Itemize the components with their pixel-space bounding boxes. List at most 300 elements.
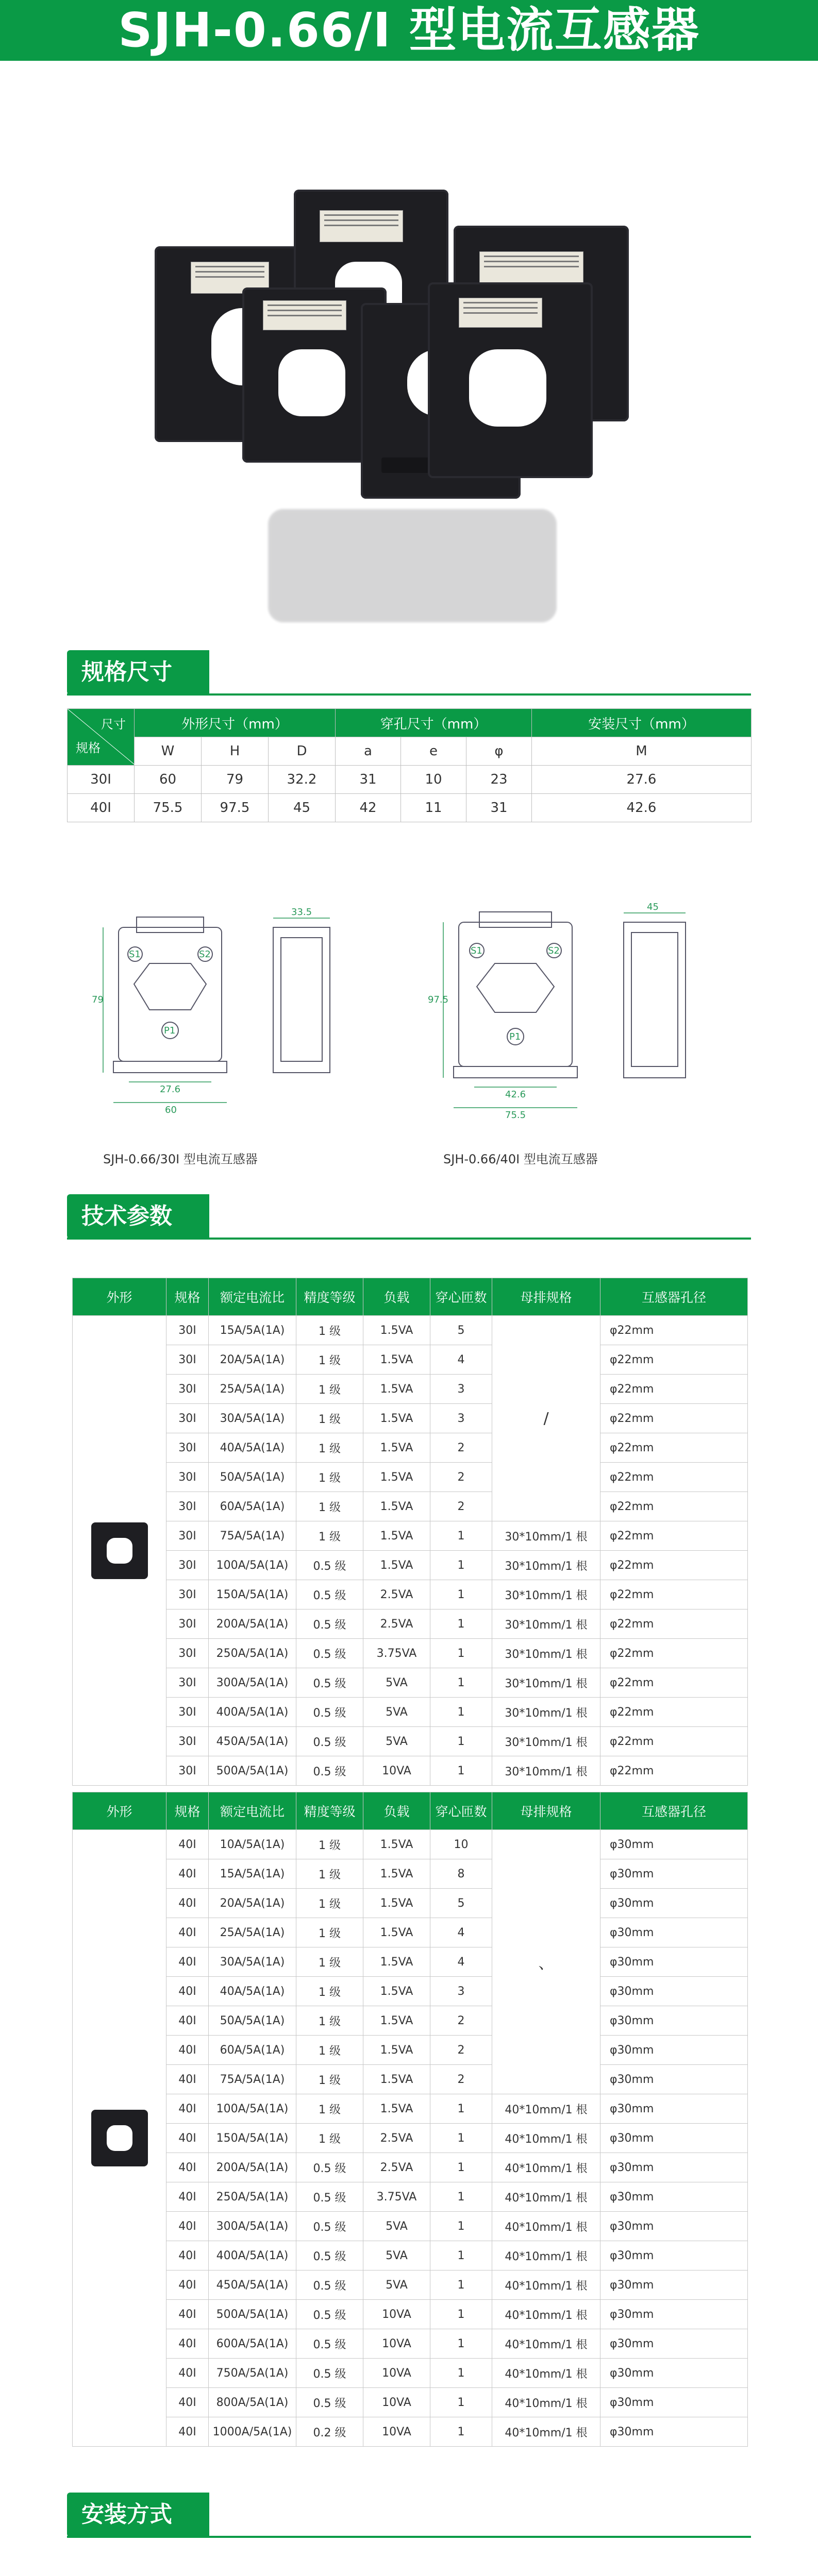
table-row [73, 2094, 748, 2124]
table-cell: 0.5 级 [296, 2359, 363, 2388]
subheader-phi: φ [466, 737, 532, 766]
table-cell: 2 [430, 2065, 492, 2094]
drawing-30i-depth: 33.5 [291, 907, 312, 918]
spec-cell: 27.6 [532, 766, 752, 794]
table-cell: 8 [430, 1859, 492, 1889]
table-row [73, 1345, 748, 1375]
spec-cell: 10 [401, 766, 466, 794]
table-cell: 1 [430, 1609, 492, 1639]
table-cell: 50A/5A(1A) [209, 2006, 296, 2036]
table-cell: 40I [166, 2182, 209, 2212]
table-cell: 600A/5A(1A) [209, 2329, 296, 2359]
table-cell: 1 级 [296, 2036, 363, 2065]
table-cell: 30I [166, 1609, 209, 1639]
drawing-40i-s2: S2 [548, 945, 560, 956]
table-cell: 200A/5A(1A) [209, 1609, 296, 1639]
table-cell: 1 [430, 2359, 492, 2388]
table-cell: 15A/5A(1A) [209, 1316, 296, 1345]
table-row [73, 1977, 748, 2006]
table-cell: φ22mm [600, 1727, 748, 1756]
spec-cell: 32.2 [269, 766, 336, 794]
table-row [73, 2329, 748, 2359]
table-cell: 4 [430, 1918, 492, 1947]
table-cell: 3 [430, 1404, 492, 1433]
table-row [73, 2182, 748, 2212]
table-cell: 1 级 [296, 1521, 363, 1551]
header-aperture: 互感器孔径 [600, 1792, 748, 1830]
header-shape: 外形 [73, 1792, 166, 1830]
table-cell: 1.5VA [363, 1551, 430, 1580]
table-cell: 30*10mm/1 根 [492, 1639, 600, 1668]
table-cell: 40*10mm/1 根 [492, 2300, 600, 2329]
table-cell: 30I [166, 1404, 209, 1433]
table-cell: φ30mm [600, 1859, 748, 1889]
table-cell: 30*10mm/1 根 [492, 1521, 600, 1551]
ct-unit-front-right [428, 282, 593, 478]
table-cell: φ30mm [600, 2212, 748, 2241]
table-cell: 1 [430, 1698, 492, 1727]
table-cell: 1.5VA [363, 2036, 430, 2065]
table-row [73, 1433, 748, 1463]
table-cell: 1.5VA [363, 1889, 430, 1918]
table-cell: 10VA [363, 2388, 430, 2417]
table-cell: 40I [166, 1889, 209, 1918]
table-cell: 10VA [363, 2417, 430, 2447]
table-cell: 1 级 [296, 1433, 363, 1463]
table-cell: 40*10mm/1 根 [492, 2182, 600, 2212]
table-cell: 40*10mm/1 根 [492, 2094, 600, 2124]
table-cell: 40A/5A(1A) [209, 1977, 296, 2006]
table-row [73, 1316, 748, 1345]
table-cell: 40I [166, 2329, 209, 2359]
table-cell: φ30mm [600, 2124, 748, 2153]
table-cell: 1.5VA [363, 1463, 430, 1492]
spec-cell: 79 [202, 766, 269, 794]
table-cell: 1 级 [296, 1345, 363, 1375]
drawing-40i-mount: 42.6 [505, 1089, 526, 1100]
table-row [73, 1830, 748, 1859]
table-cell: 10VA [363, 2359, 430, 2388]
tech-30i-product-image [73, 1316, 166, 1786]
table-cell: φ30mm [600, 2359, 748, 2388]
table-cell: 1 [430, 2094, 492, 2124]
table-cell: φ22mm [600, 1404, 748, 1433]
table-cell: 40*10mm/1 根 [492, 2417, 600, 2447]
table-cell: 5 [430, 1316, 492, 1345]
header-ratio: 额定电流比 [209, 1792, 296, 1830]
table-cell: 15A/5A(1A) [209, 1859, 296, 1889]
table-cell: 250A/5A(1A) [209, 2182, 296, 2212]
table-cell: φ30mm [600, 1830, 748, 1859]
table-cell: φ30mm [600, 2036, 748, 2065]
ct-thumbnail-icon [91, 1522, 148, 1579]
table-cell: 500A/5A(1A) [209, 2300, 296, 2329]
section-header-spec-tail [195, 650, 208, 694]
table-cell: 4 [430, 1345, 492, 1375]
table-row [73, 2065, 748, 2094]
table-cell: φ30mm [600, 2300, 748, 2329]
header-model: 规格 [166, 1278, 209, 1316]
drawing-40i-s1: S1 [471, 945, 482, 956]
table-cell: 40*10mm/1 根 [492, 2388, 600, 2417]
table-cell: 0.5 级 [296, 2241, 363, 2270]
table-cell: 25A/5A(1A) [209, 1918, 296, 1947]
header-accuracy: 精度等级 [296, 1278, 363, 1316]
table-cell: 1 级 [296, 1859, 363, 1889]
table-cell: 40I [166, 2388, 209, 2417]
section-line-install [67, 2536, 751, 2538]
table-cell: 3.75VA [363, 2182, 430, 2212]
table-cell: φ30mm [600, 1947, 748, 1977]
table-cell: 1.5VA [363, 1433, 430, 1463]
table-cell: φ30mm [600, 1918, 748, 1947]
table-cell: 1 [430, 2270, 492, 2300]
table-cell: 30I [166, 1639, 209, 1668]
table-cell: 0.2 级 [296, 2417, 363, 2447]
corner-bottom-label: 规格 [76, 741, 101, 755]
table-cell: 30I [166, 1316, 209, 1345]
table-cell: 1 级 [296, 1977, 363, 2006]
table-cell: 1 级 [296, 1889, 363, 1918]
table-cell: 40I [166, 2212, 209, 2241]
table-row [73, 1889, 748, 1918]
spec-cell: 30I [68, 766, 135, 794]
drawing-40i-depth: 45 [647, 902, 659, 912]
table-cell: 1.5VA [363, 2094, 430, 2124]
subheader-h: H [202, 737, 269, 766]
table-row [73, 1639, 748, 1668]
table-cell: 40*10mm/1 根 [492, 2359, 600, 2388]
table-cell: 30I [166, 1580, 209, 1609]
table-cell: 30I [166, 1756, 209, 1786]
table-row [73, 2241, 748, 2270]
table-cell: 2.5VA [363, 2153, 430, 2182]
table-cell: 1 级 [296, 1463, 363, 1492]
table-cell: 2.5VA [363, 1580, 430, 1609]
header-model: 规格 [166, 1792, 209, 1830]
table-row [73, 1404, 748, 1433]
table-cell: 300A/5A(1A) [209, 2212, 296, 2241]
drawing-40i-width: 75.5 [505, 1110, 526, 1121]
table-cell: 30I [166, 1375, 209, 1404]
table-cell: 30I [166, 1345, 209, 1375]
table-cell: 20A/5A(1A) [209, 1889, 296, 1918]
table-cell: 30I [166, 1698, 209, 1727]
table-row [73, 1756, 748, 1786]
table-cell: 40I [166, 2006, 209, 2036]
table-cell: 1 [430, 2153, 492, 2182]
table-cell: 1.5VA [363, 1918, 430, 1947]
table-cell: 75A/5A(1A) [209, 2065, 296, 2094]
table-cell: 40*10mm/1 根 [492, 2241, 600, 2270]
header-shape: 外形 [73, 1278, 166, 1316]
subheader-m: M [532, 737, 752, 766]
spec-cell: 60 [135, 766, 202, 794]
table-cell: 1.5VA [363, 1404, 430, 1433]
section-header-spec: 规格尺寸 [67, 650, 209, 694]
table-cell: 30*10mm/1 根 [492, 1668, 600, 1698]
table-cell: φ30mm [600, 2006, 748, 2036]
table-cell: 40I [166, 1830, 209, 1859]
table-cell: φ22mm [600, 1345, 748, 1375]
table-cell: 60A/5A(1A) [209, 1492, 296, 1521]
ct-reflection [268, 509, 557, 622]
table-cell: 40I [166, 2153, 209, 2182]
table-cell: 0.5 级 [296, 1551, 363, 1580]
table-cell: φ30mm [600, 2417, 748, 2447]
install-diagram-a [113, 2571, 309, 2576]
table-row [73, 2300, 748, 2329]
busbar-empty-cell: 、 [492, 1830, 600, 2094]
tech-40i-product-image [73, 1830, 166, 2447]
table-cell: 200A/5A(1A) [209, 2153, 296, 2182]
table-cell: φ22mm [600, 1375, 748, 1404]
ct-thumbnail-icon [91, 2110, 148, 2166]
group-hole-header: 穿孔尺寸（mm） [336, 709, 532, 737]
spec-cell: 40I [68, 794, 135, 822]
header-aperture: 互感器孔径 [600, 1278, 748, 1316]
table-cell: 0.5 级 [296, 2153, 363, 2182]
drawing-30i-width: 60 [165, 1105, 177, 1115]
table-cell: 40I [166, 2036, 209, 2065]
table-cell: 60A/5A(1A) [209, 2036, 296, 2065]
table-cell: 30I [166, 1551, 209, 1580]
table-cell: 0.5 级 [296, 1609, 363, 1639]
table-cell: φ22mm [600, 1551, 748, 1580]
table-cell: 150A/5A(1A) [209, 2124, 296, 2153]
table-cell: 1 [430, 2182, 492, 2212]
table-row [73, 1859, 748, 1889]
table-cell: φ22mm [600, 1756, 748, 1786]
table-cell: 40I [166, 2094, 209, 2124]
table-cell: φ22mm [600, 1492, 748, 1521]
table-row [73, 1375, 748, 1404]
table-cell: 1 级 [296, 1947, 363, 1977]
table-row [73, 2036, 748, 2065]
busbar-empty-cell: / [492, 1316, 600, 1521]
table-cell: 2 [430, 2006, 492, 2036]
table-cell: 1 [430, 2329, 492, 2359]
header-turns: 穿心匝数 [430, 1278, 492, 1316]
table-cell: 2.5VA [363, 2124, 430, 2153]
table-cell: 1.5VA [363, 1859, 430, 1889]
drawing-30i-mount: 27.6 [160, 1084, 181, 1095]
table-cell: 30I [166, 1492, 209, 1521]
table-cell: 3 [430, 1977, 492, 2006]
table-cell: 0.5 级 [296, 1668, 363, 1698]
drawing-30i-height: 79 [92, 994, 104, 1005]
table-cell: φ30mm [600, 1889, 748, 1918]
table-cell: 40*10mm/1 根 [492, 2212, 600, 2241]
table-row [73, 2388, 748, 2417]
table-cell: 250A/5A(1A) [209, 1639, 296, 1668]
table-cell: 0.5 级 [296, 2329, 363, 2359]
product-photo [0, 61, 818, 638]
spec-cell: 31 [336, 766, 401, 794]
table-cell: 0.5 级 [296, 2270, 363, 2300]
table-cell: 40I [166, 2065, 209, 2094]
table-cell: 5 [430, 1889, 492, 1918]
section-line-spec [67, 693, 751, 696]
table-cell: 1 级 [296, 1918, 363, 1947]
table-cell: 40A/5A(1A) [209, 1433, 296, 1463]
drawing-40i [428, 902, 696, 1128]
table-cell: 40I [166, 2359, 209, 2388]
table-cell: 5VA [363, 2212, 430, 2241]
table-row [73, 1463, 748, 1492]
table-cell: φ30mm [600, 2329, 748, 2359]
table-cell: φ22mm [600, 1698, 748, 1727]
table-cell: 1 级 [296, 1316, 363, 1345]
table-cell: 40I [166, 1947, 209, 1977]
table-cell: 30*10mm/1 根 [492, 1756, 600, 1786]
table-cell: 150A/5A(1A) [209, 1580, 296, 1609]
tech-table-40i [72, 1792, 748, 2447]
table-cell: 1.5VA [363, 1947, 430, 1977]
table-cell: 1.5VA [363, 2065, 430, 2094]
header-ratio: 额定电流比 [209, 1278, 296, 1316]
table-cell: 0.5 级 [296, 1698, 363, 1727]
table-row [73, 2270, 748, 2300]
spec-cell: 11 [401, 794, 466, 822]
spec-cell: 23 [466, 766, 532, 794]
table-cell: 1 [430, 1580, 492, 1609]
table-cell: 40I [166, 2300, 209, 2329]
table-cell: 30*10mm/1 根 [492, 1727, 600, 1756]
table-cell: 450A/5A(1A) [209, 1727, 296, 1756]
table-cell: 40*10mm/1 根 [492, 2329, 600, 2359]
table-cell: 30I [166, 1668, 209, 1698]
table-cell: φ22mm [600, 1639, 748, 1668]
table-row [73, 1492, 748, 1521]
table-cell: 5VA [363, 1698, 430, 1727]
table-cell: 1 [430, 1727, 492, 1756]
table-cell: φ30mm [600, 2241, 748, 2270]
table-cell: 1 级 [296, 2006, 363, 2036]
spec-row-30 [68, 766, 752, 794]
table-cell: 10 [430, 1830, 492, 1859]
header-accuracy: 精度等级 [296, 1792, 363, 1830]
table-cell: 1 [430, 2241, 492, 2270]
table-row [73, 1551, 748, 1580]
group-mount-header: 安装尺寸（mm） [532, 709, 752, 737]
table-cell: 1 级 [296, 1492, 363, 1521]
table-cell: 40*10mm/1 根 [492, 2270, 600, 2300]
table-cell: 30A/5A(1A) [209, 1947, 296, 1977]
table-cell: 300A/5A(1A) [209, 1668, 296, 1698]
drawing-40i-p1: P1 [509, 1031, 521, 1042]
table-cell: 0.5 级 [296, 2388, 363, 2417]
table-cell: 2 [430, 1433, 492, 1463]
table-cell: 25A/5A(1A) [209, 1375, 296, 1404]
table-cell: φ22mm [600, 1609, 748, 1639]
table-cell: 100A/5A(1A) [209, 1551, 296, 1580]
spec-cell: 42.6 [532, 794, 752, 822]
table-row [73, 1727, 748, 1756]
table-cell: 1000A/5A(1A) [209, 2417, 296, 2447]
table-cell: 40I [166, 2241, 209, 2270]
table-cell: 75A/5A(1A) [209, 1521, 296, 1551]
drawing-30i [88, 907, 356, 1128]
table-cell: 500A/5A(1A) [209, 1756, 296, 1786]
table-cell: φ22mm [600, 1463, 748, 1492]
drawing-40i-height: 97.5 [428, 994, 449, 1005]
table-cell: 1.5VA [363, 1345, 430, 1375]
corner-top-label: 尺寸 [101, 717, 126, 732]
table-cell: 1 [430, 1668, 492, 1698]
drawing-30i-caption: SJH-0.66/30I 型电流互感器 [103, 1152, 258, 1166]
table-cell: φ30mm [600, 2094, 748, 2124]
table-cell: 4 [430, 1947, 492, 1977]
table-row [73, 2359, 748, 2388]
spec-row-40 [68, 794, 752, 822]
group-outer-header: 外形尺寸（mm） [135, 709, 336, 737]
table-row [73, 2124, 748, 2153]
spec-corner-cell [68, 709, 135, 766]
table-row [73, 2212, 748, 2241]
table-cell: 3 [430, 1375, 492, 1404]
table-cell: 1 [430, 2300, 492, 2329]
drawing-40i-caption: SJH-0.66/40I 型电流互感器 [443, 1152, 598, 1166]
table-cell: 5VA [363, 2270, 430, 2300]
table-cell: 1 级 [296, 2124, 363, 2153]
spec-table [67, 708, 752, 822]
table-cell: 0.5 级 [296, 1756, 363, 1786]
table-row [73, 2006, 748, 2036]
table-cell: 30A/5A(1A) [209, 1404, 296, 1433]
table-cell: 5VA [363, 1668, 430, 1698]
section-header-install: 安装方式 [67, 2493, 209, 2537]
table-cell: 30*10mm/1 根 [492, 1698, 600, 1727]
table-cell: 40I [166, 2417, 209, 2447]
table-cell: 10A/5A(1A) [209, 1830, 296, 1859]
table-cell: 20A/5A(1A) [209, 1345, 296, 1375]
table-cell: 30*10mm/1 根 [492, 1609, 600, 1639]
table-row [73, 1609, 748, 1639]
table-cell: 30I [166, 1727, 209, 1756]
table-cell: 1.5VA [363, 1492, 430, 1521]
subheader-d: D [269, 737, 336, 766]
header-busbar: 母排规格 [492, 1792, 600, 1830]
table-cell: 100A/5A(1A) [209, 2094, 296, 2124]
table-row [73, 1668, 748, 1698]
table-cell: 1 级 [296, 1375, 363, 1404]
table-cell: 30*10mm/1 根 [492, 1551, 600, 1580]
table-cell: 1 [430, 2388, 492, 2417]
spec-cell: 42 [336, 794, 401, 822]
table-cell: 30*10mm/1 根 [492, 1580, 600, 1609]
table-row [73, 1947, 748, 1977]
table-cell: φ22mm [600, 1316, 748, 1345]
table-row [73, 1918, 748, 1947]
table-row [73, 1580, 748, 1609]
table-cell: 40*10mm/1 根 [492, 2124, 600, 2153]
table-cell: 1 [430, 2124, 492, 2153]
table-cell: 1 [430, 2212, 492, 2241]
spec-cell: 75.5 [135, 794, 202, 822]
table-cell: 800A/5A(1A) [209, 2388, 296, 2417]
drawing-30i-p1: P1 [164, 1025, 176, 1036]
table-cell: 1.5VA [363, 1316, 430, 1345]
table-cell: 2 [430, 1463, 492, 1492]
table-cell: 1.5VA [363, 1830, 430, 1859]
table-cell: 1 级 [296, 2065, 363, 2094]
header-load: 负载 [363, 1792, 430, 1830]
header-busbar: 母排规格 [492, 1278, 600, 1316]
table-cell: 0.5 级 [296, 2182, 363, 2212]
tech-30i-header-row [73, 1278, 748, 1316]
table-cell: 10VA [363, 2329, 430, 2359]
